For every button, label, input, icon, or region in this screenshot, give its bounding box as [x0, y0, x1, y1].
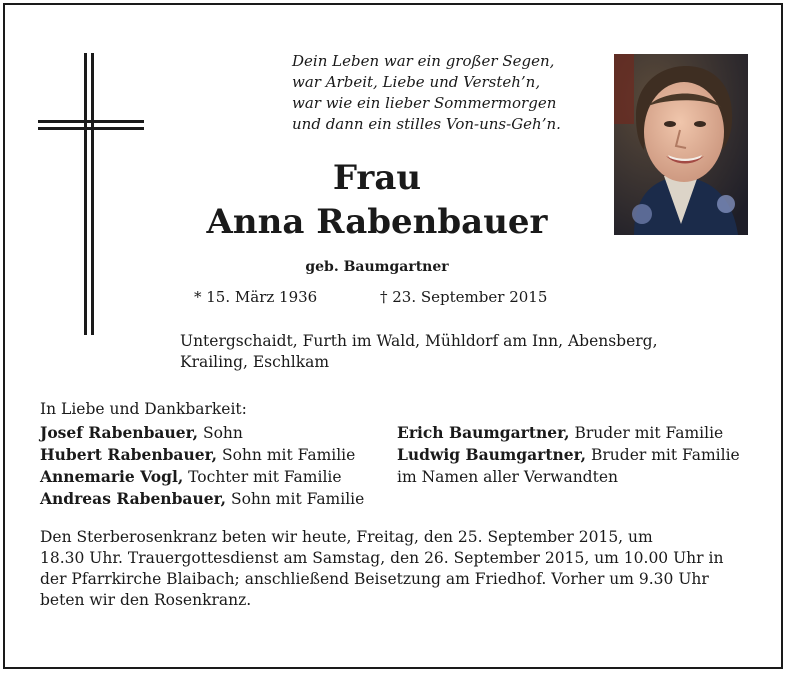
portrait-photo: [614, 54, 748, 235]
mourner-entry: [397, 422, 757, 444]
poem-line: war wie ein lieber Sommermorgen: [292, 94, 557, 112]
mourner-entry: [40, 444, 390, 466]
poem-line: war Arbeit, Liebe und Versteh’n,: [292, 73, 541, 91]
mourners-left-column: [40, 422, 390, 510]
places-line: Krailing, Eschlkam: [180, 353, 330, 371]
mourner-name: Erich Baumgartner,: [397, 423, 570, 442]
mourner-relation: Bruder mit Familie: [569, 424, 724, 442]
mourner-entry: [40, 466, 390, 488]
service-line: Den Sterberosenkranz beten wir heute, Freitag, den 25. September 2015, um: [40, 528, 653, 546]
deceased-name: Anna Rabenbauer: [206, 202, 548, 242]
mourner-name: Annemarie Vogl,: [40, 467, 184, 486]
mourner-relation: Sohn: [198, 424, 243, 442]
mourners-right-column: [397, 422, 757, 488]
mourner-entry: [397, 466, 757, 488]
mourner-name: Hubert Rabenbauer,: [40, 445, 218, 464]
salutation: Frau: [332, 158, 422, 198]
mourner-relation: Bruder mit Familie: [586, 446, 740, 464]
mourner-entry: [40, 488, 390, 510]
places-line: Untergschaidt, Furth im Wald, Mühldorf am Inn, Abensberg,: [180, 332, 658, 350]
mourner-entry: [397, 444, 757, 466]
mourner-relation: Sohn mit Familie: [217, 446, 356, 464]
mourner-entry: [40, 422, 390, 444]
memorial-poem: [292, 51, 592, 135]
service-line: der Pfarrkirche Blaibach; anschließend Beisetzung am Friedhof. Vorher um 9.30 Uhr: [40, 570, 709, 588]
service-line: beten wir den Rosenkranz.: [40, 591, 252, 609]
mourner-name: Andreas Rabenbauer,: [40, 489, 227, 508]
mourner-relation: im Namen aller Verwandten: [397, 468, 618, 486]
service-announcement: [40, 527, 750, 611]
mourner-relation: Sohn mit Familie: [226, 490, 365, 508]
poem-line: Dein Leben war ein großer Segen,: [292, 52, 555, 70]
mourner-name: Josef Rabenbauer,: [40, 423, 199, 442]
cross-icon: [38, 53, 144, 335]
thanks-line: In Liebe und Dankbarkeit:: [40, 400, 247, 418]
birth-date: * 15. März 1936: [194, 288, 318, 306]
mourner-name: Ludwig Baumgartner,: [397, 445, 587, 464]
death-date: † 23. September 2015: [380, 288, 548, 306]
service-line: 18.30 Uhr. Trauergottesdienst am Samstag, den 26. September 2015, um 10.00 Uhr in: [40, 549, 724, 567]
mourner-relation: Tochter mit Familie: [183, 468, 342, 486]
places-list: [180, 331, 740, 373]
maiden-name: geb. Baumgartner: [305, 259, 449, 275]
poem-line: und dann ein stilles Von-uns-Geh’n.: [292, 115, 561, 133]
